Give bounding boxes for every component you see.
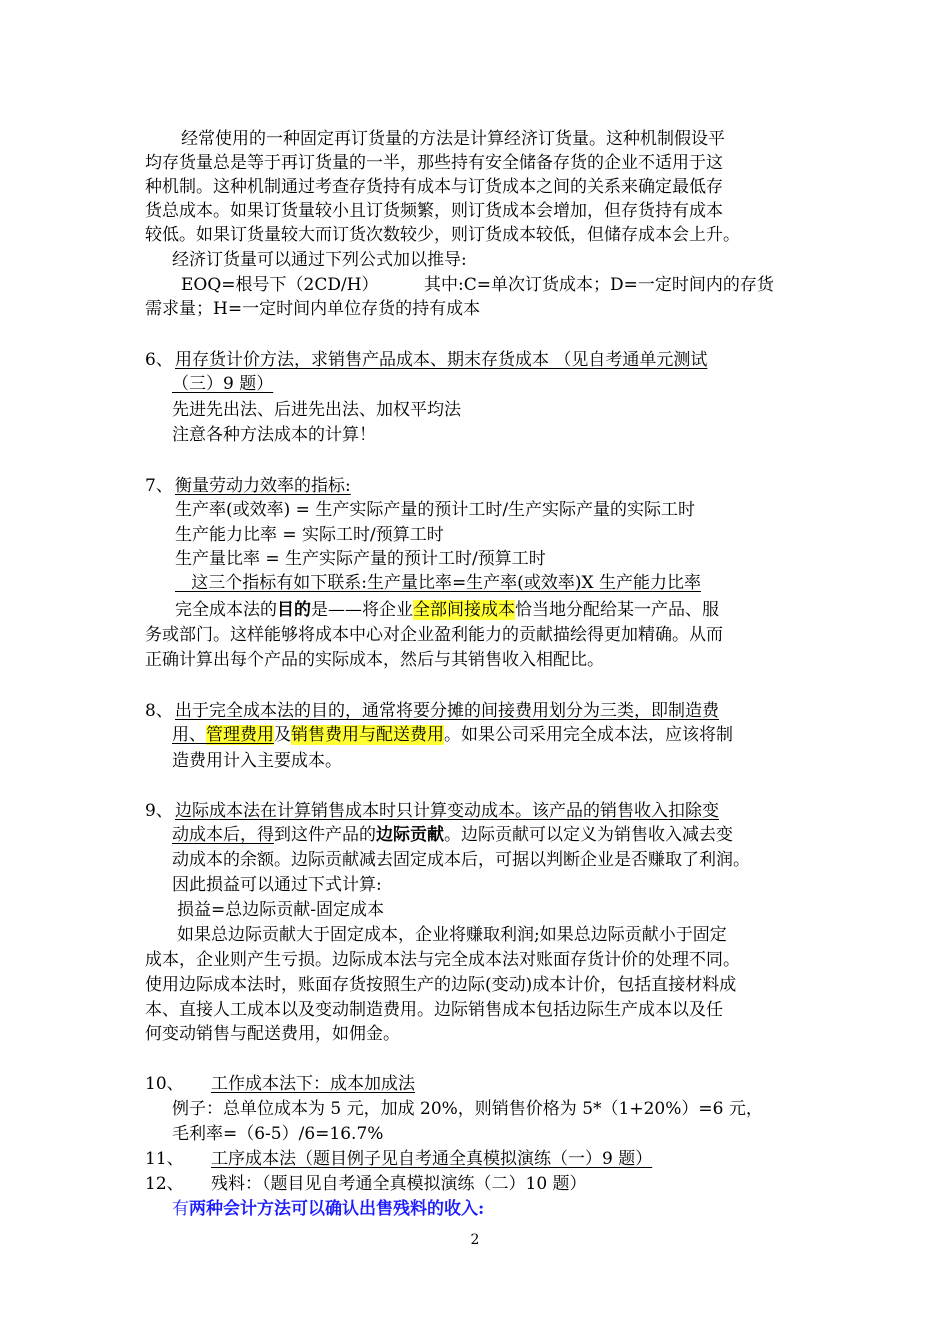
section-8-line-1: 出于完全成本法的目的，通常将要分摊的间接费用划分为三类，即制造费 (175, 701, 719, 721)
section-11-number: 11、 (145, 1149, 184, 1169)
intro-line-6: 经济订货量可以通过下列公式加以推导: (172, 250, 467, 270)
text-span: 及 (274, 725, 291, 745)
section-7-para-line-3: 正确计算出每个产品的实际成本，然后与其销售收入相配比。 (145, 650, 604, 670)
highlight-admin-expense: 管理费用 (206, 725, 274, 745)
text-span: 恰当地分配给某一产品、服 (515, 600, 719, 620)
bold-term-contribution: 边际贡献 (376, 825, 444, 845)
section-9-para-line-2: 成本，企业则产生亏损。边际成本法与完全成本法对账面存货计价的处理不同。 (145, 950, 740, 970)
intro-line-4: 货总成本。如果订货量较小且订货频繁，则订货成本会增加，但存货持有成本 (145, 201, 723, 221)
bold-scrap-income: 两种会计方法可以确认出售残料的收入: (189, 1199, 485, 1219)
intro-line-3: 种机制。这种机制通过考查存货持有成本与订货成本之间的关系来确定最低存 (145, 177, 723, 197)
text-span: 用、 (172, 725, 206, 745)
text-span: 完全成本法的 (175, 600, 277, 620)
section-9-para-line-3: 使用边际成本法时，账面存货按照生产的边际(变动)成本计价，包括直接材料成 (145, 975, 737, 995)
section-7-title: 衡量劳动力效率的指标: (175, 476, 351, 496)
page-number: 2 (470, 1232, 480, 1248)
section-12-line-1 (172, 1197, 484, 1221)
text-span: 。如果公司采用完全成本法，应该将制 (444, 725, 733, 745)
section-8-line-2 (172, 723, 733, 747)
section-6-line-1: 先进先出法、后进先出法、加权平均法 (172, 400, 461, 420)
section-10-margin: 毛利率=（6-5）/6=16.7% (172, 1124, 384, 1144)
section-6-line-2: 注意各种方法成本的计算！ (172, 425, 376, 445)
section-9-number: 9、 (145, 801, 173, 821)
section-12-number: 12、 (145, 1174, 184, 1194)
section-9-line-4: 因此损益可以通过下式计算: (172, 875, 382, 895)
section-11-title: 工序成本法（题目例子见自考通全真模拟演练（一）9 题） (211, 1149, 653, 1169)
intro-line-5: 较低。如果订货量较大而订货次数较少，则订货成本较低，但储存成本会上升。 (145, 225, 740, 245)
eoq-formula: EOQ=根号下（2CD/H） (181, 275, 379, 295)
intro-line-1: 经常使用的一种固定再订货量的方法是计算经济订货量。这种机制假设平 (181, 129, 725, 149)
section-9-para-line-5: 何变动销售与配送费用，如佣金。 (145, 1024, 400, 1044)
section-9-line-2 (172, 823, 733, 847)
highlight-indirect-cost: 全部间接成本 (413, 600, 515, 620)
section-12-title: 残料：（题目见自考通全真模拟演练（二）10 题） (211, 1174, 587, 1194)
section-9-line-1: 边际成本法在计算销售成本时只计算变动成本。该产品的销售收入扣除变 (175, 801, 719, 821)
highlight-selling-expense: 销售费用与配送费用 (291, 725, 444, 745)
section-7-para-line-2: 务或部门。这样能够将成本中心对企业盈利能力的贡献描绘得更加精确。从而 (145, 625, 723, 645)
text-span: 是——将企业 (311, 600, 413, 620)
section-6-number: 6、 (145, 350, 173, 370)
section-10-example: 例子：总单位成本为 5 元，加成 20%，则销售价格为 5*（1+20%）=6 元， (172, 1099, 763, 1119)
section-9-para-line-1: 如果总边际贡献大于固定成本，企业将赚取利润;如果总边际贡献小于固定 (177, 925, 727, 945)
section-7-line-3: 生产量比率 = 生产实际产量的预计工时/预算工时 (175, 549, 546, 569)
section-7-line-2: 生产能力比率 = 实际工时/预算工时 (175, 525, 444, 545)
text-span: 有 (172, 1199, 189, 1219)
section-7-line-1: 生产率(或效率) = 生产实际产量的预计工时/生产实际产量的实际工时 (175, 500, 696, 520)
intro-line-2: 均存货量总是等于再订货量的一半，那些持有安全储备存货的企业不适用于这 (145, 153, 723, 173)
profit-formula: 损益=总边际贡献-固定成本 (177, 900, 384, 920)
text-span: 动成本后，得 (172, 825, 274, 845)
section-9-para-line-4: 本、直接人工成本以及变动制造费用。边际销售成本包括边际生产成本以及任 (145, 1000, 723, 1020)
bold-term-purpose: 目的 (277, 600, 311, 620)
section-7-number: 7、 (145, 476, 173, 496)
section-8-number: 8、 (145, 701, 173, 721)
eoq-formula-legend: 其中:C=单次订货成本；D=一定时间内的存货 (424, 275, 774, 295)
text-span: 到这件产品的 (274, 825, 376, 845)
intro-line-8: 需求量；H=一定时间内单位存货的持有成本 (145, 299, 481, 319)
section-7-para-line-1 (175, 598, 719, 622)
section-6-title-cont: （三）9 题） (172, 374, 274, 394)
section-10-number: 10、 (145, 1074, 184, 1094)
text-span: 。边际贡献可以定义为销售收入减去变 (444, 825, 733, 845)
section-6-title: 用存货计价方法，求销售产品成本、期末存货成本 （见自考通单元测试 (175, 350, 708, 370)
section-8-line-3: 造费用计入主要成本。 (172, 751, 342, 771)
section-7-relation: 这三个指标有如下联系:生产量比率=生产率(或效率)X 生产能力比率 (175, 573, 701, 593)
section-10-title: 工作成本法下：成本加成法 (211, 1074, 415, 1094)
section-9-line-3: 动成本的余额。边际贡献减去固定成本后，可据以判断企业是否赚取了利润。 (172, 850, 750, 870)
